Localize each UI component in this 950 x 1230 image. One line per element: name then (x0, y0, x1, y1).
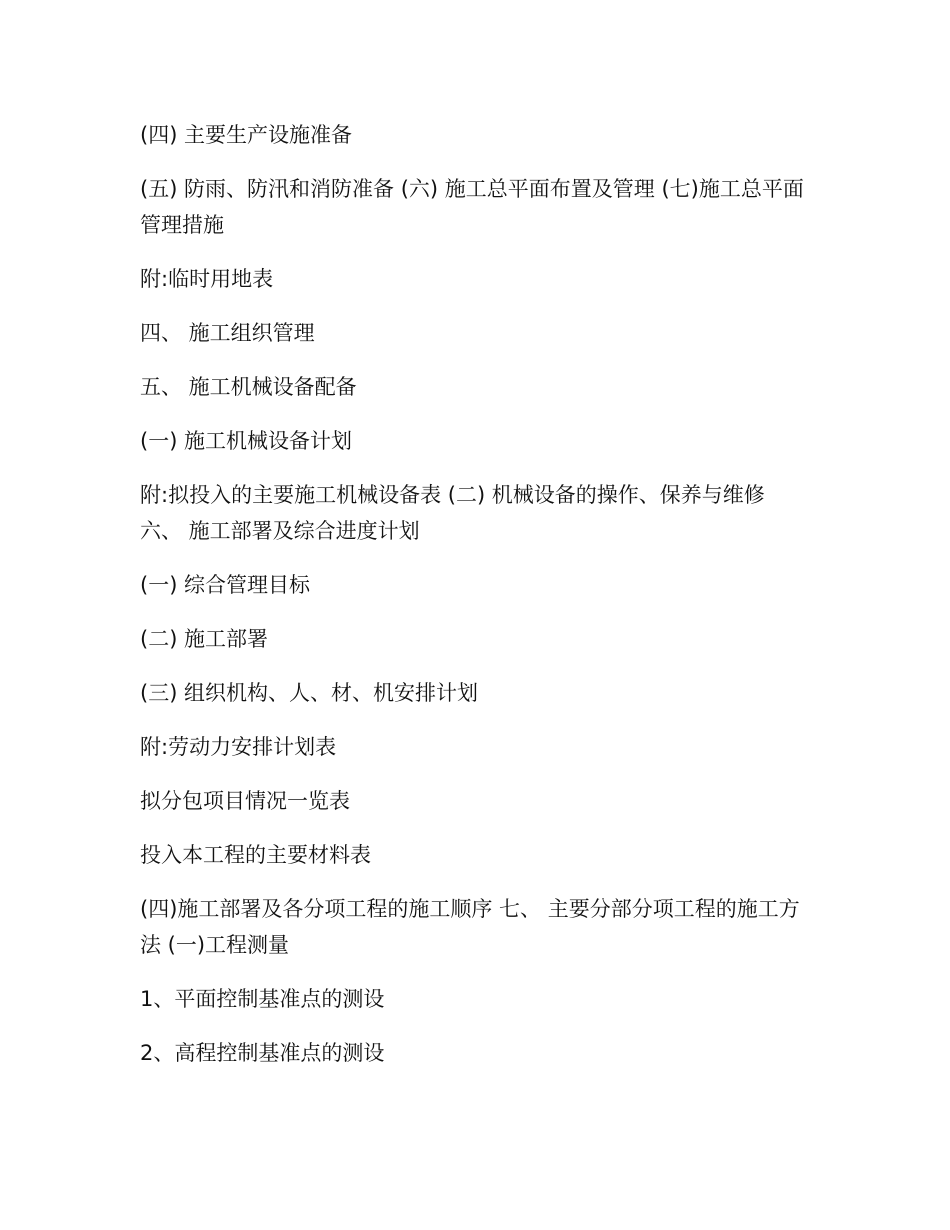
paragraph-management-goals: (一) 综合管理目标 (140, 573, 311, 597)
paragraph-temp-land-table: 附:临时用地表 (140, 267, 274, 291)
paragraph-plane-control: 1、平面控制基准点的测设 (140, 987, 385, 1011)
paragraph-main-facilities: (四) 主要生产设施准备 (140, 123, 353, 147)
paragraph-machinery-table: 附:拟投入的主要施工机械设备表 (二) 机械设备的操作、保养与维修 六、 施工部署及综合进度计划 (140, 483, 765, 543)
paragraph-machinery-plan: (一) 施工机械设备计划 (140, 429, 353, 453)
paragraph-labor-table: 附:劳动力安排计划表 (140, 735, 337, 759)
paragraph-construction-org: 四、 施工组织管理 (140, 321, 315, 345)
paragraph-flood-fire-prep: (五) 防雨、防汛和消防准备 (六) 施工总平面布置及管理 (七)施工总平面管理措施 (140, 177, 804, 237)
paragraph-elevation-control: 2、高程控制基准点的测设 (140, 1041, 385, 1065)
paragraph-org-structure: (三) 组织机构、人、材、机安排计划 (140, 681, 479, 705)
paragraph-subcontract-table: 拟分包项目情况一览表 (140, 789, 350, 813)
paragraph-deployment: (二) 施工部署 (140, 627, 269, 651)
document-body (140, 117, 810, 1089)
paragraph-materials-table: 投入本工程的主要材料表 (140, 843, 371, 867)
paragraph-construction-sequence: (四)施工部署及各分项工程的施工顺序 七、 主要分部分项工程的施工方法 (一)工程测量 (140, 897, 800, 957)
paragraph-machinery-config: 五、 施工机械设备配备 (140, 375, 357, 399)
